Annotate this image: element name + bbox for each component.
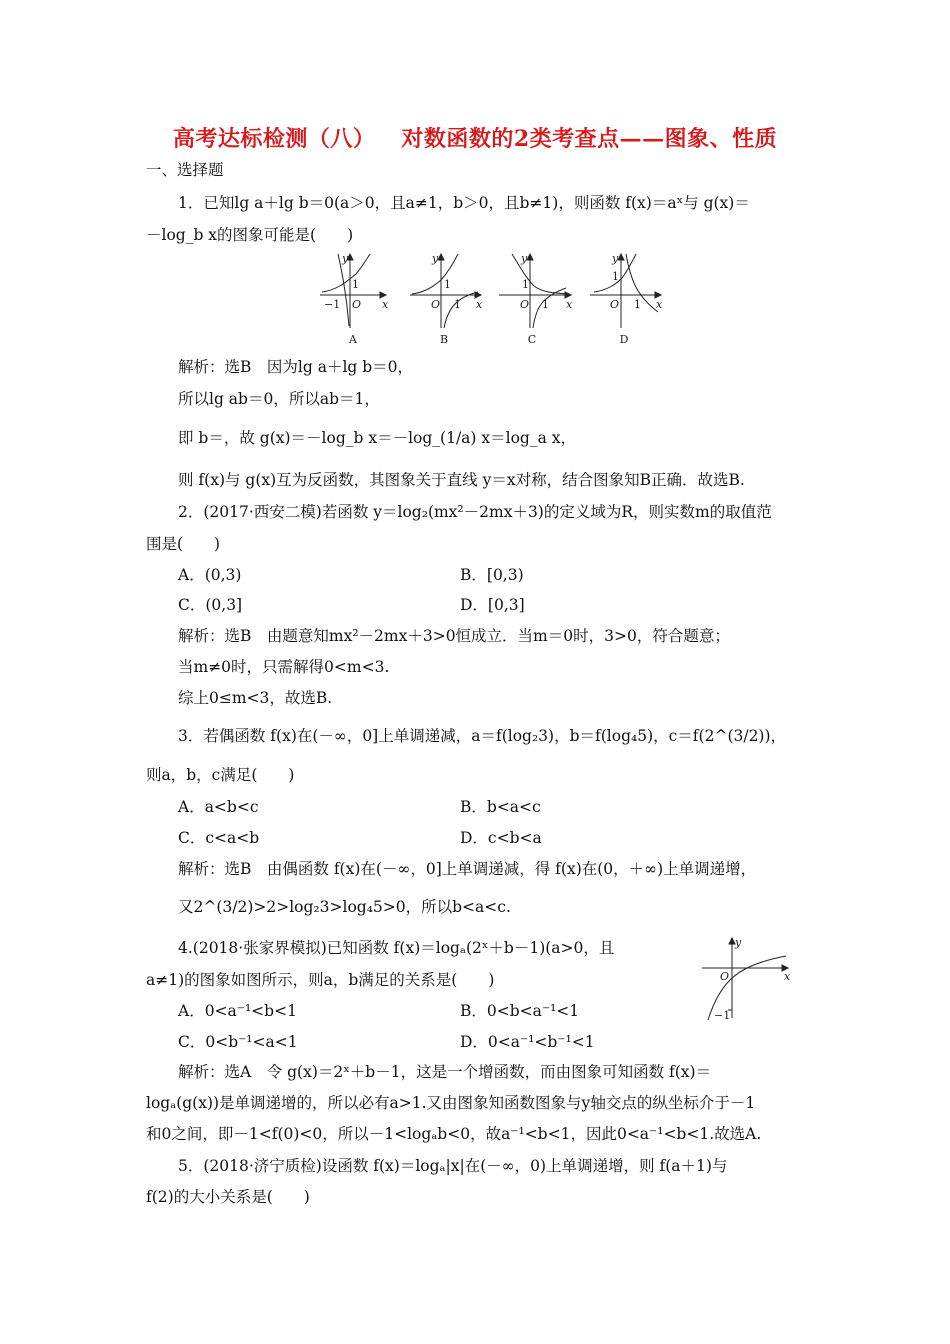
svg-text:O: O xyxy=(610,298,620,311)
q3-option-a: A．a<b<c xyxy=(178,798,259,816)
q3-option-c: C．c<a<b xyxy=(178,829,260,847)
q4-function-graph xyxy=(700,936,800,1021)
svg-text:1: 1 xyxy=(444,278,451,291)
svg-text:y: y xyxy=(432,252,439,265)
q5-stem-line1: 5．(2018·济宁质检)设函数 f(x)＝logₐ|x|在(－∞，0)上单调递增，则 f(a＋1)与 xyxy=(178,1157,728,1175)
svg-text:−1: −1 xyxy=(714,1009,731,1021)
q2-option-b: B．[0,3) xyxy=(460,566,524,584)
svg-text:O: O xyxy=(720,970,730,983)
svg-text:O: O xyxy=(520,298,530,311)
q2-stem-line2: 围是( ) xyxy=(146,535,221,553)
svg-text:O: O xyxy=(352,298,362,311)
q4-solution-2: logₐ(g(x))是单调递增的，所以必有a>1.又由图象知函数图象与y轴交点的纵坐标介于－1 xyxy=(146,1094,756,1112)
svg-text:x: x xyxy=(566,298,573,311)
q4-option-b: B．0<b<a⁻¹<1 xyxy=(460,1002,580,1020)
q4-option-c: C．0<b⁻¹<a<1 xyxy=(178,1033,298,1051)
q4-solution-3: 和0之间，即－1<f(0)<0，所以－1<logₐb<0，故a⁻¹<b<1，因此0<a⁻¹<b<1.故选A. xyxy=(146,1125,762,1143)
q1-stem-line2: －log_b x的图象可能是( ) xyxy=(146,226,354,244)
svg-text:1: 1 xyxy=(352,278,359,291)
q3-solution-2: 又2^(3/2)>2>log₂3>log₄5>0，所以b<a<c. xyxy=(178,898,511,916)
svg-text:1: 1 xyxy=(454,298,461,311)
q3-option-d: D．c<b<a xyxy=(460,829,542,847)
svg-text:x: x xyxy=(476,298,483,311)
svg-text:1: 1 xyxy=(612,270,619,283)
q3-stem-line1: 3．若偶函数 f(x)在(－∞，0]上单调递减，a＝f(log₂3)，b＝f(log₄5)，c＝f(2^(3/2))， xyxy=(178,727,787,745)
svg-text:1: 1 xyxy=(542,298,549,311)
q2-option-c: C．(0,3] xyxy=(178,596,243,614)
svg-text:y: y xyxy=(612,252,619,265)
q3-option-b: B．b<a<c xyxy=(460,798,541,816)
svg-text:x: x xyxy=(656,298,663,311)
q4-option-d: D．0<a⁻¹<b⁻¹<1 xyxy=(460,1033,595,1051)
svg-text:x: x xyxy=(784,970,791,983)
svg-text:y: y xyxy=(735,936,742,949)
section-heading: 一、选择题 xyxy=(146,161,224,179)
svg-text:y: y xyxy=(342,252,349,265)
svg-text:1: 1 xyxy=(634,298,641,311)
q2-stem-line1: 2．(2017·西安二模)若函数 y＝log₂(mx²－2mx＋3)的定义域为R，则实数m的取值范 xyxy=(178,503,772,521)
q1-solution-2: 所以lg ab＝0，所以ab＝1， xyxy=(178,390,380,408)
svg-text:y: y xyxy=(521,252,528,265)
fig-label-d: D xyxy=(619,333,629,346)
q1-graph-options xyxy=(316,252,666,347)
q4-option-a: A．0<a⁻¹<b<1 xyxy=(178,1002,297,1020)
q1-stem-line1: 1．已知lg a＋lg b＝0(a＞0，且a≠1，b＞0，且b≠1)，则函数 f(x)＝aˣ与 g(x)＝ xyxy=(178,194,750,212)
fig-label-b: B xyxy=(439,333,449,346)
svg-text:1: 1 xyxy=(522,278,529,291)
q1-solution-4: 则 f(x)与 g(x)互为反函数，其图象关于直线 y＝x对称，结合图象知B正确．故选B. xyxy=(178,471,745,489)
q4-stem-line2: a≠1)的图象如图所示，则a，b满足的关系是( ) xyxy=(146,971,495,989)
q2-solution-1: 解析：选B 由题意知mx²－2mx＋3>0恒成立．当m＝0时，3>0，符合题意； xyxy=(178,627,730,645)
q3-stem-line2: 则a，b，c满足( ) xyxy=(146,766,295,784)
page-title: 高考达标检测（八） 对数函数的2类考查点——图象、性质 xyxy=(172,126,778,152)
q2-option-a: A．(0,3) xyxy=(178,566,242,584)
svg-text:x: x xyxy=(382,298,389,311)
svg-text:O: O xyxy=(431,298,441,311)
q4-stem-line1: 4.(2018·张家界模拟)已知函数 f(x)＝logₐ(2ˣ＋b－1)(a>0，且 xyxy=(178,939,615,957)
svg-text:−1: −1 xyxy=(324,298,341,311)
q2-solution-3: 综上0≤m<3，故选B. xyxy=(178,689,333,707)
q2-solution-2: 当m≠0时，只需解得0<m<3. xyxy=(178,658,390,676)
q4-solution-1: 解析：选A 令 g(x)＝2ˣ＋b－1，这是一个增函数，而由图象可知函数 f(x)＝ xyxy=(178,1063,712,1081)
fig-label-a: A xyxy=(349,333,357,346)
q5-stem-line2: f(2)的大小关系是( ) xyxy=(146,1188,310,1206)
fig-label-c: C xyxy=(527,333,537,346)
q2-option-d: D．[0,3] xyxy=(460,596,525,614)
q3-solution-1: 解析：选B 由偶函数 f(x)在(－∞，0]上单调递减，得 f(x)在(0，＋∞)上单调递增， xyxy=(178,860,757,878)
q1-solution-3: 即 b＝，故 g(x)＝－log_b x＝－log_(1/a) x＝log_a x， xyxy=(178,429,577,447)
q1-solution-1: 解析：选B 因为lg a＋lg b＝0， xyxy=(178,358,414,376)
